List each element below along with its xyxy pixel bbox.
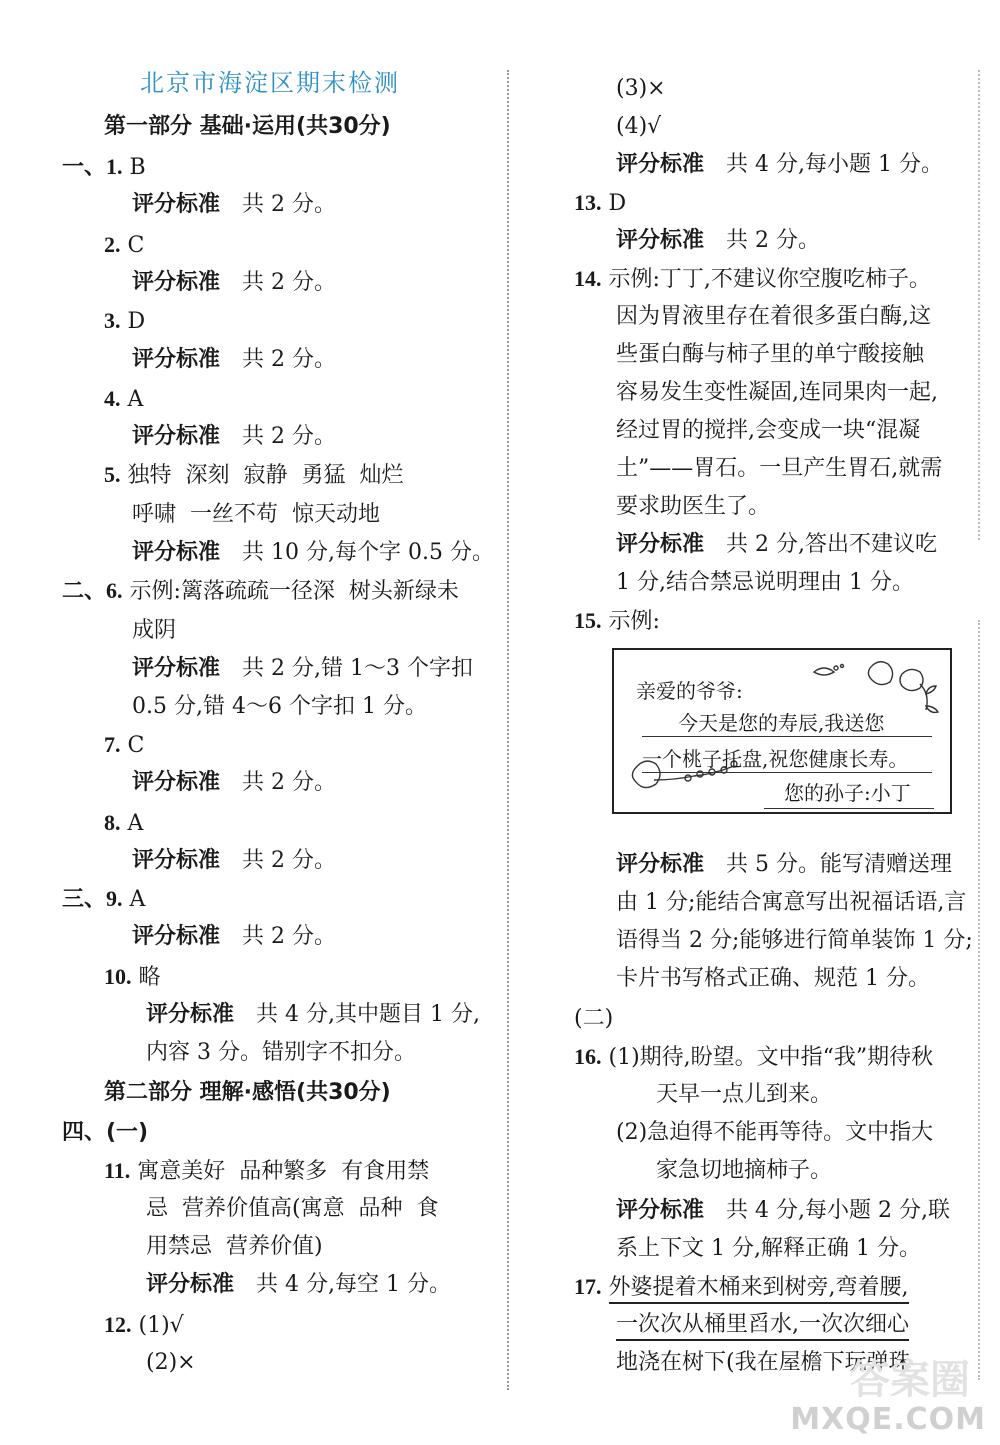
q16-line1: 16. (1)期待,盼望。文中指“我”期待秋 [574, 1044, 934, 1070]
q14-line6: 土”——胃石。一旦产生胃石,就需 [616, 456, 943, 481]
q6-line1: 二、6. 示例:篱落疏疏一径深 树头新绿未 [62, 578, 459, 604]
q17-line1: 17. 外婆提着木桶来到树旁,弯着腰, [574, 1272, 909, 1303]
section-four: 四、(一) [62, 1120, 149, 1145]
page-title: 北京市海淀区期末检测 [140, 69, 400, 97]
q15-score2: 由 1 分;能结合寓意写出祝福话语,言 [616, 890, 967, 915]
q9-score: 评分标准 共 2 分。 [132, 924, 336, 949]
card-rule-3 [764, 808, 934, 809]
q11-score: 评分标准 共 4 分,每空 1 分。 [146, 1272, 451, 1297]
q12-3: (3)× [616, 76, 666, 101]
q1-score: 评分标准 共 2 分。 [132, 192, 336, 217]
q11-line2: 忌 营养价值高(寓意 品种 食 [146, 1196, 439, 1221]
part2-heading: 第二部分 理解·感悟(共30分) [104, 1080, 391, 1105]
q17-line2: 一次次从桶里舀水,一次次细心 [616, 1310, 909, 1340]
q16-line4: 家急切地摘柿子。 [656, 1158, 833, 1183]
q10-score1: 评分标准 共 4 分,其中题目 1 分, [146, 1002, 480, 1027]
q11-line3: 用禁忌 营养价值) [146, 1234, 323, 1259]
q14-line7: 要求助医生了。 [616, 494, 771, 519]
q4: 4. A [104, 386, 144, 412]
q14-line4: 容易发生变性凝固,连同果肉一起, [616, 380, 938, 405]
q15-score1: 评分标准 共 5 分。能写清赠送理 [616, 852, 952, 877]
watermark-logo: 答案圈 [850, 1357, 970, 1403]
q17-line3: 地浇在树下(我在屋檐下玩弹珠 [616, 1350, 911, 1375]
q7: 7. C [104, 732, 145, 758]
q16-line2: 天早一点儿到来。 [656, 1082, 833, 1107]
q8: 8. A [104, 810, 144, 836]
q14-score1: 评分标准 共 2 分,答出不建议吃 [616, 532, 937, 557]
q3-score: 评分标准 共 2 分。 [132, 347, 336, 372]
q14-line1: 14. 示例:丁丁,不建议你空腹吃柿子。 [574, 266, 931, 292]
q7-score: 评分标准 共 2 分。 [132, 770, 336, 795]
q15-score4: 卡片书写格式正确、规范 1 分。 [616, 966, 930, 991]
q3: 3. D [104, 308, 146, 334]
q14-score2: 1 分,结合禁忌说明理由 1 分。 [616, 570, 914, 595]
q12-score: 评分标准 共 4 分,每小题 1 分。 [616, 152, 943, 177]
section-two-sub: (二) [574, 1006, 614, 1031]
greeting-card [612, 648, 952, 814]
q9: 三、9. A [62, 886, 146, 912]
q6-line2: 成阴 [132, 618, 177, 643]
q5-score: 评分标准 共 10 分,每个字 0.5 分。 [132, 540, 494, 565]
q16-score2: 系上下文 1 分,解释正确 1 分。 [616, 1236, 921, 1261]
column-divider [507, 70, 509, 1390]
right-edge-dots-lower [978, 620, 980, 1380]
q12-4: (4)√ [616, 114, 662, 139]
q14-line5: 经过胃的搅拌,会变成一块“混凝 [616, 418, 921, 443]
card-body-1: 今天是您的寿辰,我送您 [678, 711, 885, 735]
q6-score2: 0.5 分,错 4～6 个字扣 1 分。 [132, 694, 427, 719]
q15-score3: 语得当 2 分;能够进行简单装饰 1 分; [616, 928, 973, 953]
q12-1: 12. (1)√ [104, 1312, 184, 1338]
q14-line2: 因为胃液里存在着很多蛋白酶,这 [616, 304, 931, 329]
q4-score: 评分标准 共 2 分。 [132, 424, 336, 449]
q12-2: (2)× [146, 1350, 196, 1375]
watermark-text: MXQE.COM [790, 1402, 986, 1437]
card-greeting: 亲爱的爷爷: [636, 679, 743, 703]
q5-line1: 5. 独特 深刻 寂静 勇猛 灿烂 [104, 462, 404, 488]
q1: 一、1. B [62, 154, 146, 180]
q11-line1: 11. 寓意美好 品种繁多 有食用禁 [104, 1158, 430, 1184]
q10: 10. 略 [104, 964, 161, 990]
q2: 2. C [104, 232, 145, 258]
right-edge-dots [978, 70, 980, 540]
q15: 15. 示例: [574, 608, 660, 634]
q2-score: 评分标准 共 2 分。 [132, 270, 336, 295]
q6-score1: 评分标准 共 2 分,错 1～3 个字扣 [132, 656, 473, 681]
card-signature: 您的孙子:小丁 [784, 781, 911, 805]
q13-score: 评分标准 共 2 分。 [616, 228, 820, 253]
q14-line3: 些蛋白酶与柿子里的单宁酸接触 [616, 342, 925, 367]
q10-score2: 内容 3 分。错别字不扣分。 [146, 1040, 416, 1065]
q16-line3: (2)急迫得不能再等待。文中指大 [616, 1120, 934, 1145]
q8-score: 评分标准 共 2 分。 [132, 848, 336, 873]
part1-heading: 第一部分 基础·运用(共30分) [104, 114, 391, 139]
q5-line2: 呼啸 一丝不苟 惊天动地 [132, 502, 380, 527]
card-body-2: 一个桃子托盘,祝您健康长寿。 [642, 747, 909, 771]
q16-score1: 评分标准 共 4 分,每小题 2 分,联 [616, 1198, 950, 1223]
q13: 13. D [574, 190, 627, 216]
